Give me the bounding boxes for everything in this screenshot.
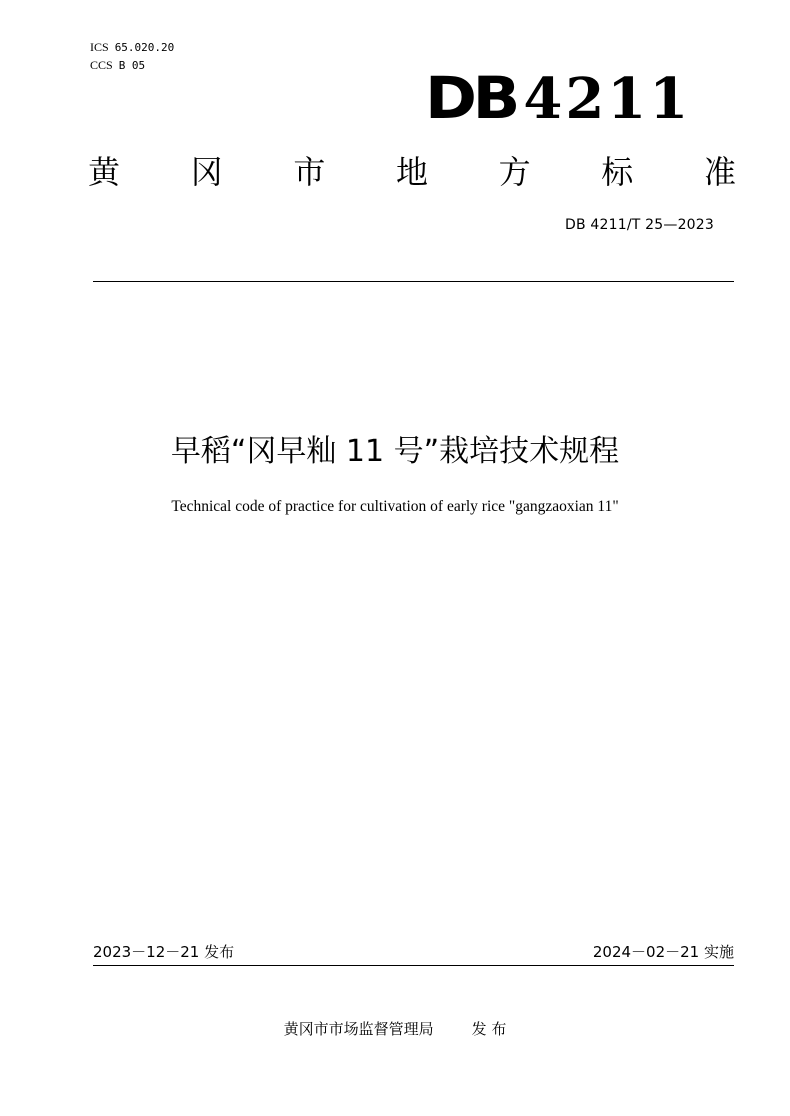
standard-type-char: 方: [498, 153, 531, 191]
db-logo: [425, 66, 691, 130]
ccs-code: B 05: [118, 59, 146, 72]
standard-type-char: 准: [703, 153, 736, 191]
standard-type-char: 标: [601, 153, 634, 191]
document-title-chinese: 早稻“冈早籼 11 号”栽培技术规程: [170, 434, 620, 469]
document-title-english: Technical code of practice for cultivation of early rice "gangzaoxian 11": [171, 498, 619, 515]
implement-date: 2024－02－21 实施: [592, 943, 734, 961]
ccs-classification: [90, 58, 145, 73]
standard-number: DB 4211/T 25—2023: [564, 217, 714, 233]
ics-label: ICS: [90, 40, 109, 54]
bottom-divider: [93, 965, 734, 966]
standard-type-heading: [88, 150, 736, 194]
issuer-action: 发 布: [471, 1020, 507, 1038]
standard-type-char: 黄: [88, 153, 121, 191]
standard-type-char: 市: [293, 153, 326, 191]
db-logo-prefix: DB: [425, 64, 517, 132]
top-divider: [93, 281, 734, 282]
issuer-name: 黄冈市市场监督管理局: [283, 1020, 434, 1038]
ccs-label: CCS: [90, 58, 113, 72]
publish-date: 2023－12－21 发布: [93, 943, 235, 961]
standard-type-char: 地: [395, 153, 428, 191]
ics-classification: [90, 40, 174, 55]
issuer-line: [0, 1018, 790, 1040]
standard-type-char: 冈: [190, 153, 223, 191]
db-logo-number: 4211: [523, 66, 692, 132]
ics-code: 65.020.20: [114, 41, 175, 54]
